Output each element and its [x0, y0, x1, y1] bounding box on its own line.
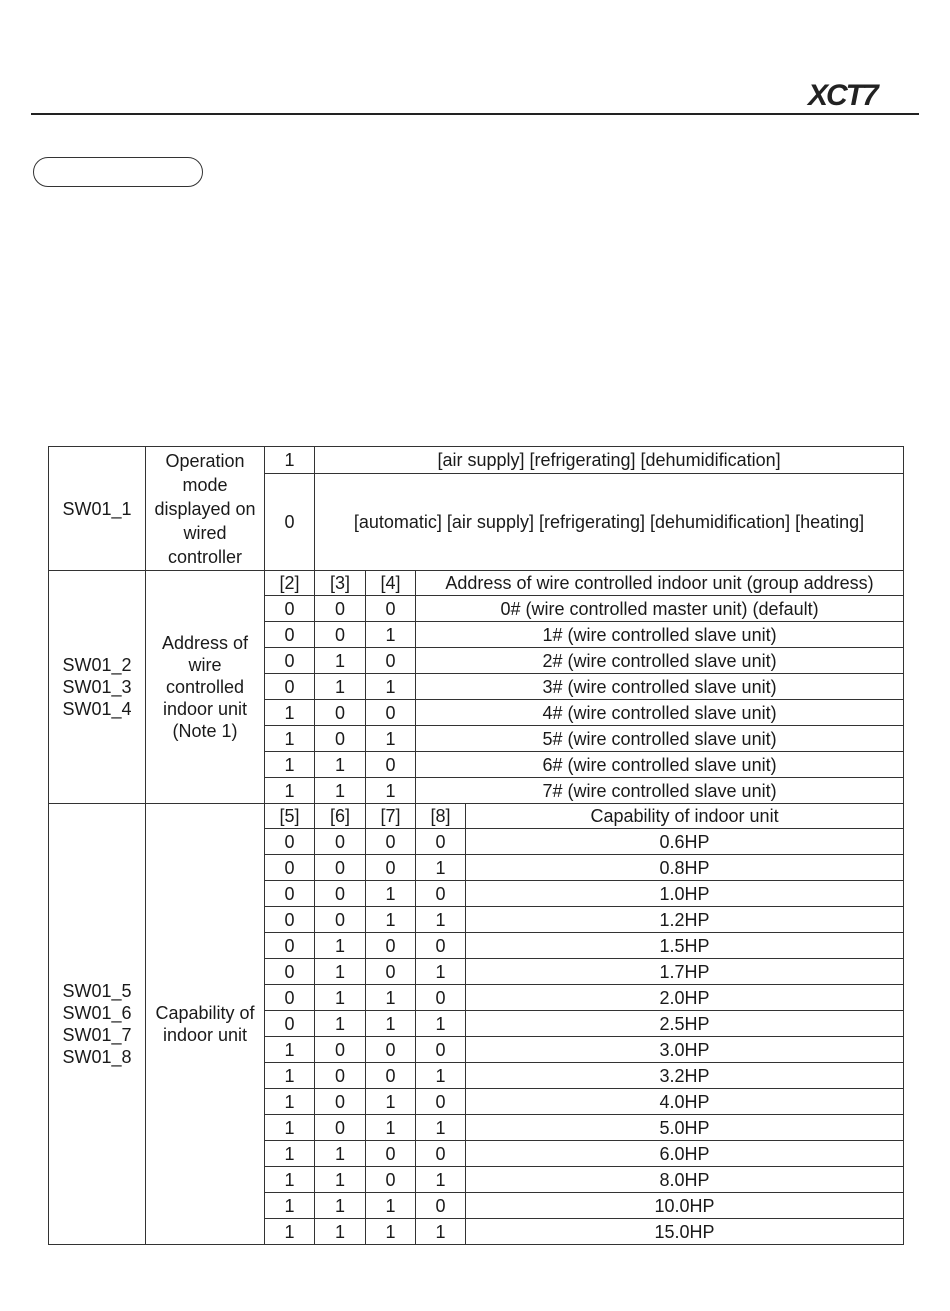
- table-cell: 1: [265, 1167, 315, 1193]
- column-header: [2]: [265, 571, 315, 596]
- table-cell: 8.0HP: [466, 1167, 904, 1193]
- table-cell: 0: [315, 1115, 366, 1141]
- column-header: Capability of indoor unit: [466, 804, 904, 829]
- table-cell: 1: [265, 726, 315, 752]
- table-cell: 0: [265, 674, 315, 700]
- table-cell: 0: [315, 700, 366, 726]
- table-cell: 6.0HP: [466, 1141, 904, 1167]
- table-cell: 0: [315, 829, 366, 855]
- table-cell: 0: [265, 648, 315, 674]
- dip-switch-table: [48, 446, 904, 1245]
- table-cell: 1: [416, 1063, 466, 1089]
- section-label-pill: [33, 157, 203, 187]
- table-cell: 0: [416, 985, 466, 1011]
- table-cell: 1: [265, 1037, 315, 1063]
- column-header: [5]: [265, 804, 315, 829]
- column-header: [3]: [315, 571, 366, 596]
- table-cell: 1: [315, 674, 366, 700]
- column-header: Address of wire controlled indoor unit (group address): [416, 571, 904, 596]
- table-cell: 1.0HP: [466, 881, 904, 907]
- table-cell: 5.0HP: [466, 1115, 904, 1141]
- table-cell: 1: [315, 1219, 366, 1245]
- table-cell: 0: [366, 752, 416, 778]
- table-cell: 1: [315, 1011, 366, 1037]
- column-header: [8]: [416, 804, 466, 829]
- table-cell: 1: [366, 1011, 416, 1037]
- table-cell: 0: [366, 933, 416, 959]
- table-cell: 0: [416, 829, 466, 855]
- table-cell: 0.6HP: [466, 829, 904, 855]
- table-cell: 0: [366, 700, 416, 726]
- table-cell: 1: [366, 674, 416, 700]
- function-group-address: Address of wire controlled indoor unit (Note 1): [146, 571, 265, 804]
- table-cell: 0# (wire controlled master unit) (default): [416, 596, 904, 622]
- table-cell: 1: [265, 700, 315, 726]
- table-cell: 0: [265, 881, 315, 907]
- table-cell: 0: [315, 622, 366, 648]
- table-cell: 1: [315, 959, 366, 985]
- table-cell: 0: [366, 1167, 416, 1193]
- table-cell: 1: [265, 1219, 315, 1245]
- table-cell: 3.0HP: [466, 1037, 904, 1063]
- table-cell: 0: [315, 726, 366, 752]
- table-cell: 1: [366, 907, 416, 933]
- table-cell: 0: [265, 829, 315, 855]
- table-cell: 1: [416, 907, 466, 933]
- header-rule: [31, 113, 919, 115]
- table-cell: 1: [366, 985, 416, 1011]
- column-header: [7]: [366, 804, 416, 829]
- mode-description: [automatic] [air supply] [refrigerating] [dehumidification] [heating]: [315, 474, 904, 571]
- table-cell: 0: [315, 881, 366, 907]
- table-cell: 1: [315, 985, 366, 1011]
- table-cell: 0: [366, 1141, 416, 1167]
- table-cell: 0: [366, 648, 416, 674]
- function-operation-mode: Operation mode displayed on wired controller: [146, 447, 265, 571]
- table-cell: 1: [315, 778, 366, 804]
- table-cell: 2# (wire controlled slave unit): [416, 648, 904, 674]
- table-cell: 0: [315, 1063, 366, 1089]
- table-cell: 3.2HP: [466, 1063, 904, 1089]
- table-cell: 1: [315, 1193, 366, 1219]
- table-cell: 0: [416, 881, 466, 907]
- table-cell: 1: [265, 1193, 315, 1219]
- table-cell: 1: [366, 622, 416, 648]
- table-cell: 0: [315, 596, 366, 622]
- table-cell: 1: [416, 1115, 466, 1141]
- table-cell: 1: [265, 1141, 315, 1167]
- table-cell: 1: [366, 1219, 416, 1245]
- table-cell: 0: [265, 907, 315, 933]
- table-cell: 1: [315, 1167, 366, 1193]
- value-cell: 1: [265, 447, 315, 474]
- table-cell: 1: [366, 778, 416, 804]
- brand-logo: [804, 74, 920, 114]
- table-cell: 1: [265, 752, 315, 778]
- table-cell: 0: [265, 596, 315, 622]
- table-cell: 1: [265, 1089, 315, 1115]
- table-cell: 0.8HP: [466, 855, 904, 881]
- table-cell: 1# (wire controlled slave unit): [416, 622, 904, 648]
- table-cell: 0: [265, 985, 315, 1011]
- table-cell: 1: [265, 1115, 315, 1141]
- table-cell: 0: [416, 1089, 466, 1115]
- table-cell: 0: [315, 1089, 366, 1115]
- table-cell: 0: [265, 622, 315, 648]
- table-cell: 0: [315, 855, 366, 881]
- table-cell: 5# (wire controlled slave unit): [416, 726, 904, 752]
- table-cell: 0: [366, 596, 416, 622]
- table-cell: 1: [416, 959, 466, 985]
- table-cell: 0: [366, 829, 416, 855]
- table-cell: 1: [366, 726, 416, 752]
- svg-text:XCT7: XCT7: [808, 79, 877, 112]
- switch-capability: SW01_5 SW01_6 SW01_7 SW01_8: [49, 804, 146, 1245]
- table-cell: 3# (wire controlled slave unit): [416, 674, 904, 700]
- table-cell: 10.0HP: [466, 1193, 904, 1219]
- mode-description: [air supply] [refrigerating] [dehumidification]: [315, 447, 904, 474]
- table-cell: 1.7HP: [466, 959, 904, 985]
- table-cell: 0: [366, 855, 416, 881]
- table-cell: 1: [265, 778, 315, 804]
- table-cell: 0: [366, 1063, 416, 1089]
- table-cell: 1: [366, 1089, 416, 1115]
- table-cell: 0: [265, 855, 315, 881]
- table-cell: 1: [416, 1011, 466, 1037]
- table-cell: 7# (wire controlled slave unit): [416, 778, 904, 804]
- table-cell: 1: [315, 1141, 366, 1167]
- function-capability: Capability of indoor unit: [146, 804, 265, 1245]
- table-cell: 1: [315, 752, 366, 778]
- table-cell: 1: [315, 933, 366, 959]
- table-cell: 0: [366, 1037, 416, 1063]
- table-cell: 2.5HP: [466, 1011, 904, 1037]
- switch-sw01-1: SW01_1: [49, 447, 146, 571]
- table-cell: 0: [416, 933, 466, 959]
- table-cell: 1: [416, 1167, 466, 1193]
- column-header: [6]: [315, 804, 366, 829]
- table-cell: 1: [416, 1219, 466, 1245]
- table-cell: 1.2HP: [466, 907, 904, 933]
- column-header: [4]: [366, 571, 416, 596]
- table-cell: 6# (wire controlled slave unit): [416, 752, 904, 778]
- switch-group-address: SW01_2 SW01_3 SW01_4: [49, 571, 146, 804]
- table-cell: 1: [416, 855, 466, 881]
- table-cell: 0: [416, 1193, 466, 1219]
- table-cell: 1: [366, 1115, 416, 1141]
- table-cell: 0: [265, 1011, 315, 1037]
- table-cell: 1: [366, 881, 416, 907]
- value-cell: 0: [265, 474, 315, 571]
- table-cell: 1: [315, 648, 366, 674]
- table-cell: 1: [265, 1063, 315, 1089]
- table-cell: 0: [366, 959, 416, 985]
- table-cell: 0: [265, 959, 315, 985]
- table-cell: 0: [315, 1037, 366, 1063]
- table-cell: 2.0HP: [466, 985, 904, 1011]
- table-cell: 1.5HP: [466, 933, 904, 959]
- table-cell: 1: [366, 1193, 416, 1219]
- table-cell: 4.0HP: [466, 1089, 904, 1115]
- table-cell: 0: [416, 1037, 466, 1063]
- table-cell: 0: [315, 907, 366, 933]
- table-cell: 4# (wire controlled slave unit): [416, 700, 904, 726]
- table-cell: 0: [265, 933, 315, 959]
- table-cell: 15.0HP: [466, 1219, 904, 1245]
- table-cell: 0: [416, 1141, 466, 1167]
